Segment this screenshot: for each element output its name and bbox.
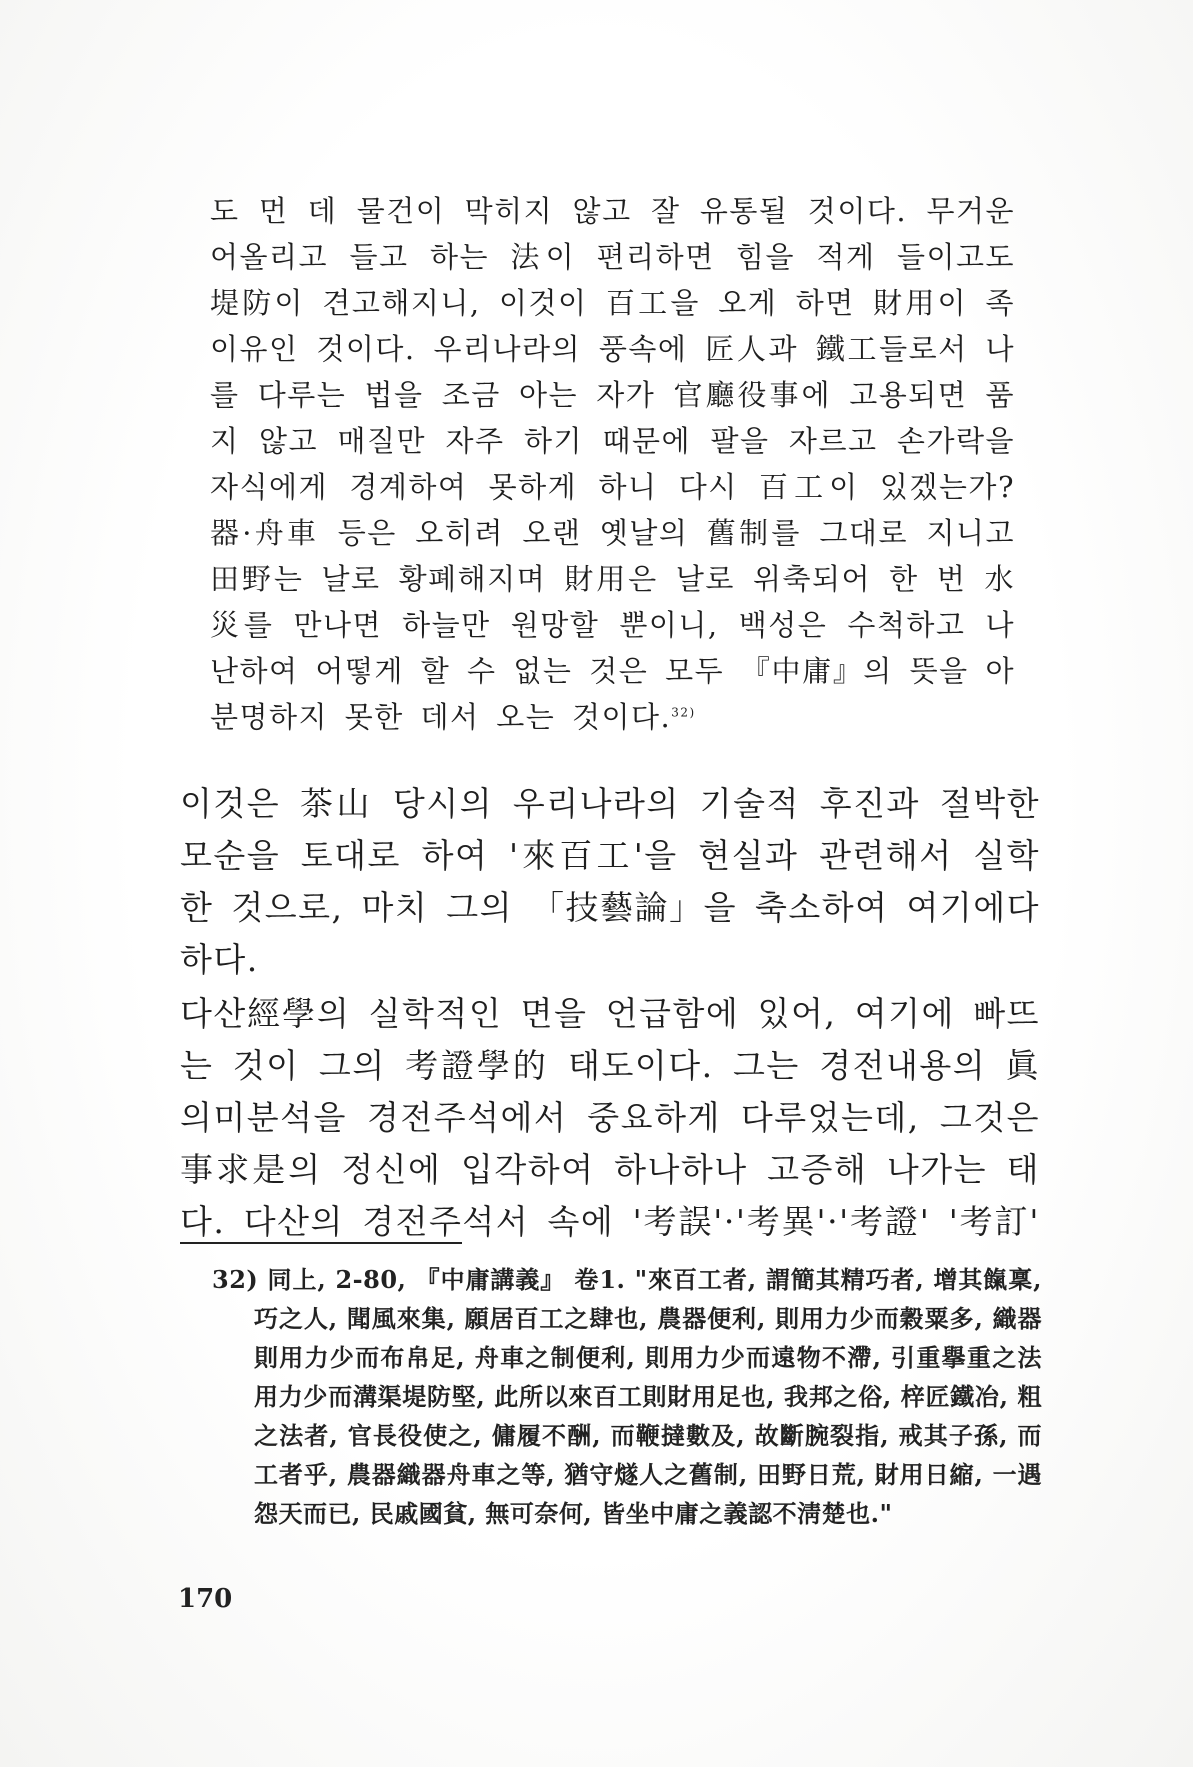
paragraph-line: 다산經學의 실학적인 면을 언급함에 있어, 여기에 빠뜨 <box>180 994 1040 1033</box>
body-text <box>180 778 1040 1248</box>
block-quote <box>210 188 1015 740</box>
quote-line: 난하여 어떻게 할 수 없는 것은 모두 『中庸』의 뜻을 아 <box>210 654 1015 688</box>
quote-line: 지 않고 매질만 자주 하기 때문에 팔을 자르고 손가락을 <box>210 424 1015 458</box>
paragraph-line: 모순을 토대로 하여 '來百工'을 현실과 관련해서 실학 <box>180 836 1040 875</box>
quote-line: 田野는 날로 황폐해지며 財用은 날로 위축되어 한 번 水 <box>210 562 1015 596</box>
footnote-line: 用力少而溝渠堤防堅, 此所以來百工則財用足也, 我邦之俗, 梓匠鐵冶, 粗 <box>254 1382 1042 1411</box>
footnote-line: 工者乎, 農器織器舟車之等, 猶守燧人之舊制, 田野日荒, 財用日縮, 一遇 <box>254 1460 1042 1489</box>
quote-line: 器·舟車 등은 오히려 오랜 옛날의 舊制를 그대로 지니고 <box>210 516 1015 550</box>
quote-line-last <box>210 694 1015 740</box>
quote-line: 어올리고 들고 하는 法이 편리하면 힘을 적게 들이고도 <box>210 240 1015 274</box>
paragraph-line: 한 것으로, 마치 그의 「技藝論」을 축소하여 여기에다 <box>180 888 1040 927</box>
page-number: 170 <box>178 1584 233 1614</box>
quote-line: 災를 만나면 하늘만 원망할 뿐이니, 백성은 수척하고 나 <box>210 608 1015 642</box>
quote-line: 를 다루는 법을 조금 아는 자가 官廳役事에 고용되면 품 <box>210 378 1015 412</box>
paragraph-line: 는 것이 그의 考證學的 태도이다. 그는 경전내용의 眞 <box>180 1046 1040 1085</box>
footnote-reference[interactable]: 32) <box>671 705 696 720</box>
paragraph-line: 이것은 茶山 당시의 우리나라의 기술적 후진과 절박한 <box>180 784 1040 823</box>
footnote-line: 怨天而已, 民戚國貧, 無可奈何, 皆坐中庸之義認不淸楚也." <box>254 1499 893 1528</box>
footnote-line: 之法者, 官長役使之, 傭履不酬, 而鞭撻數及, 故斷腕裂指, 戒其子孫, 而 <box>254 1421 1042 1450</box>
footnote-32 <box>212 1260 1042 1533</box>
paragraph-line: 의미분석을 경전주석에서 중요하게 다루었는데, 그것은 <box>180 1098 1040 1137</box>
quote-line-text: 분명하지 못한 데서 오는 것이다. <box>210 700 672 734</box>
footnote-divider <box>180 1242 462 1244</box>
paragraph-line: 事求是의 정신에 입각하여 하나하나 고증해 나가는 태 <box>180 1150 1040 1189</box>
paragraph-line: 하다. <box>180 940 259 979</box>
footnote-line: 則用力少而布帛足, 舟車之制便利, 則用力少而遠物不滯, 引重擧重之法 <box>254 1343 1042 1372</box>
quote-line: 이유인 것이다. 우리나라의 풍속에 匠人과 鐵工들로서 나 <box>210 332 1015 366</box>
paragraph-line: 다. 다산의 경전주석서 속에 '考誤'·'考異'·'考證' '考訂' <box>180 1202 1040 1241</box>
quote-line: 도 먼 데 물건이 막히지 않고 잘 유통될 것이다. 무거운 <box>210 194 1015 228</box>
quote-line: 자식에게 경계하여 못하게 하니 다시 百工이 있겠는가? <box>210 470 1015 504</box>
footnote-line: 32) 同上, 2-80, 『中庸講義』 卷1. "來百工者, 謂簡其精巧者, 增其餼稟, <box>212 1265 1042 1294</box>
footnote-line: 巧之人, 聞風來集, 願居百工之肆也, 農器便利, 則用力少而穀粟多, 織器 <box>254 1304 1042 1333</box>
quote-line: 堤防이 견고해지니, 이것이 百工을 오게 하면 財用이 족 <box>210 286 1015 320</box>
